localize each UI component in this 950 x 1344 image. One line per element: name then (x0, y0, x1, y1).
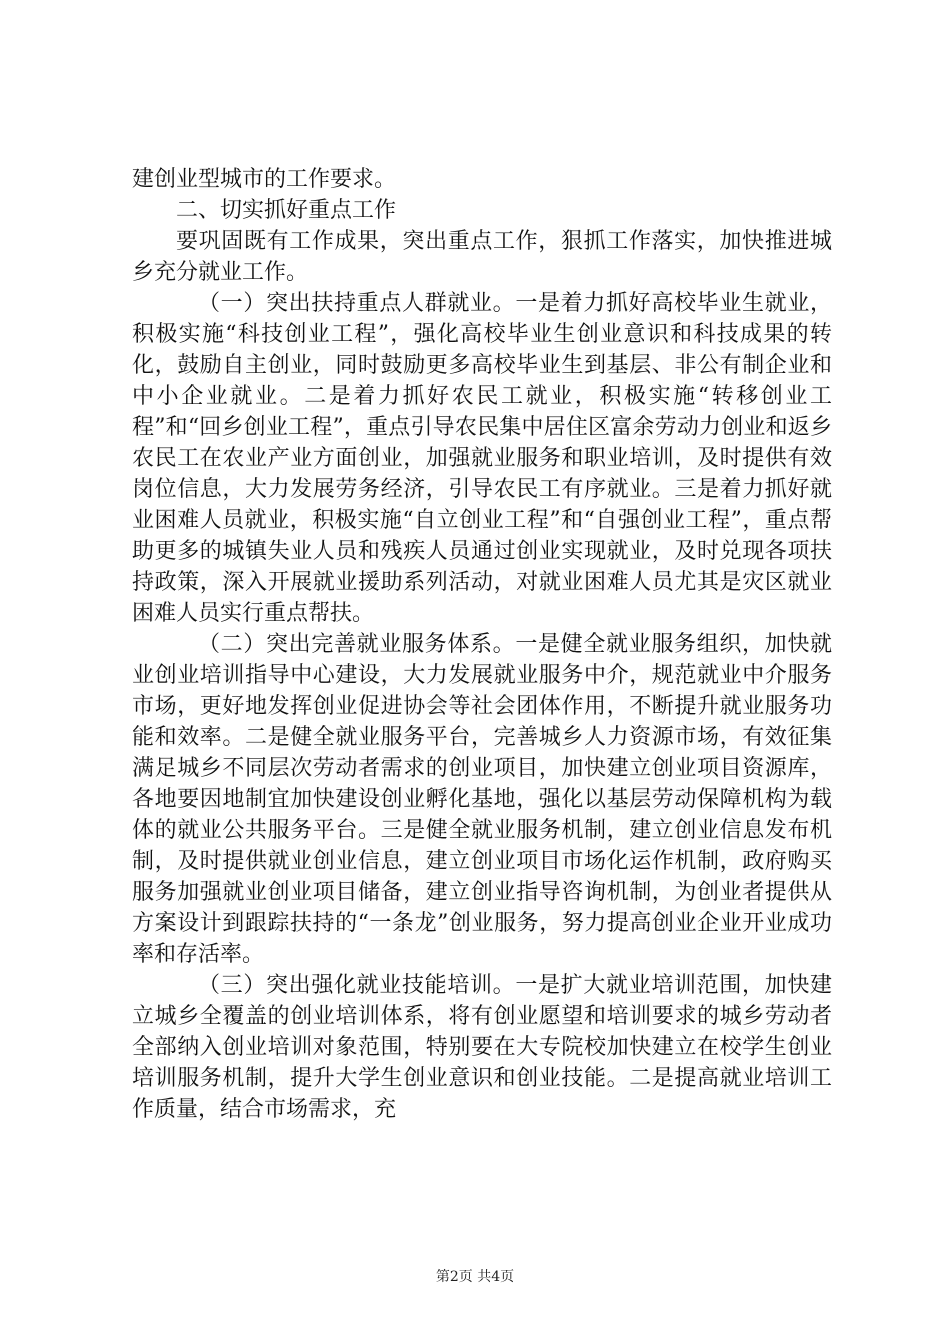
item-1-paragraph: （一）突出扶持重点人群就业。一是着力抓好高校毕业生就业，积极实施“科技创业工程”，强化高校毕业生创业意识和科技成果的转化，鼓励自主创业，同时鼓励更多高校毕业生到基层、非公有制企业和中小企业就业。二是着力抓好农民工就业，积极实施“转移创业工程”和“回乡创业工程”，重点引导农民集中居住区富余劳动力创业和返乡农民工在农业产业方面创业，加强就业服务和职业培训，及时提供有效岗位信息，大力发展劳务经济，引导农民工有序就业。三是着力抓好就业困难人员就业，积极实施“自立创业工程”和“自强创业工程”，重点帮助更多的城镇失业人员和残疾人员通过创业实现就业，及时兑现各项扶持政策，深入开展就业援助系列活动，对就业困难人员尤其是灾区就业困难人员实行重点帮扶。 (132, 291, 832, 626)
page-footer: 第2页 共4页 (435, 1269, 515, 1285)
item-2-paragraph: （二）突出完善就业服务体系。一是健全就业服务组织，加快就业创业培训指导中心建设，大力发展就业服务中介，规范就业中介服务市场，更好地发挥创业促进协会等社会团体作用，不断提升就业服务功能和效率。二是健全就业服务平台，完善城乡人力资源市场，有效征集满足城乡不同层次劳动者需求的创业项目，加快建立创业项目资源库，各地要因地制宜加快建设创业孵化基地，强化以基层劳动保障机构为载体的就业公共服务平台。三是健全就业服务机制，建立创业信息发布机制，及时提供就业创业信息，建立创业项目市场化运作机制，政府购买服务加强就业创业项目储备，建立创业指导咨询机制，为创业者提供从方案设计到跟踪扶持的“一条龙”创业服务，努力提高创业企业开业成功率和存活率。 (132, 632, 832, 967)
item-3-paragraph: （三）突出强化就业技能培训。一是扩大就业培训范围，加快建立城乡全覆盖的创业培训体系，将有创业愿望和培训要求的城乡劳动者全部纳入创业培训对象范围，特别要在大专院校加快建立在校学生创业培训服务机制，提升大学生创业意识和创业技能。二是提高就业培训工作质量，结合市场需求，充 (132, 973, 832, 1122)
continuation-line: 建创业型城市的工作要求。 (132, 167, 397, 192)
intro-paragraph: 要巩固既有工作成果，突出重点工作，狠抓工作落实，加快推进城乡充分就业工作。 (132, 229, 832, 285)
section-heading: 二、切实抓好重点工作 (176, 198, 397, 223)
document-body (132, 164, 832, 1125)
